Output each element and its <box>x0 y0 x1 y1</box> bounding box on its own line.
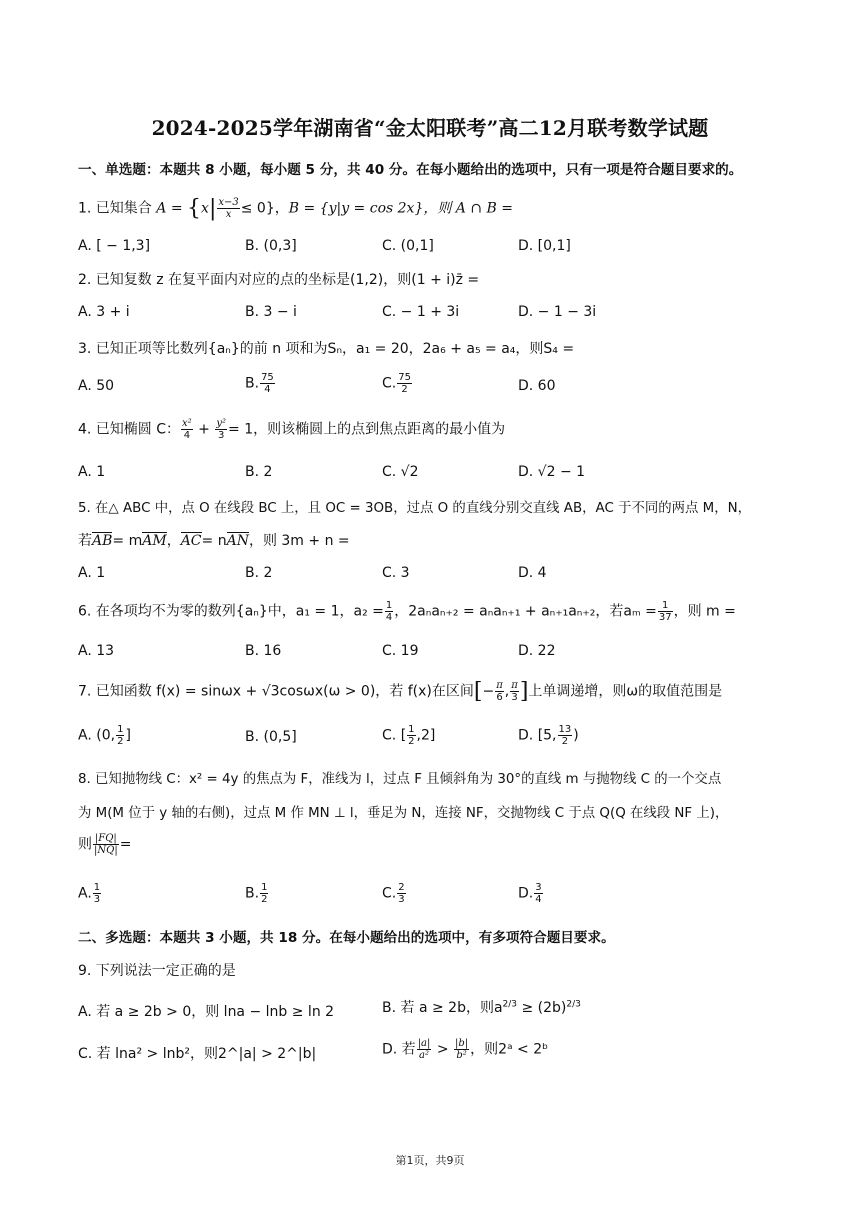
question-5-line-2: 若AB= mAM，AC= nAN，则 3m + n = <box>78 533 350 549</box>
section-single-choice: 一、单选题：本题共 8 小题，每小题 5 分，共 40 分。在每小题给出的选项中，只有一项是符合题目要求的。 <box>78 162 743 178</box>
q6-option-d: D. 22 <box>518 643 556 659</box>
q2-option-b: B. 3 − i <box>245 304 297 320</box>
q1-option-b: B. (0,3] <box>245 238 297 254</box>
q4-option-b: B. 2 <box>245 464 273 480</box>
q1-seta-tail: ≤ 0}， <box>240 200 289 217</box>
question-8-line-1: 8. 已知抛物线 C：x² = 4y 的焦点为 F，准线为 l，过点 F 且倾斜角为 30°的直线 m 与抛物线 C 的一个交点 <box>78 772 722 787</box>
page-footer: 第1页，共9页 <box>395 1154 465 1167</box>
q3-option-a: A. 50 <box>78 378 115 394</box>
q9-option-b: B. 若 a ≥ 2b，则$a^{2/3} \ge (2b)^{2/3}$ <box>382 999 581 1016</box>
question-7: 7. 已知函数 f(x) = sinωx + √3cosωx(ω > 0)，若 f(x)在区间[− $\frac{\pi}{6}$ , $\frac{\pi}{3}$ ]上单调递增，则ω的取值范围是 <box>78 679 723 704</box>
q7-option-a: A. (0, $\frac{1}{2}$ ] <box>78 724 131 747</box>
q5-option-b: B. 2 <box>245 565 273 581</box>
page-title: 2024-2025学年湖南省“金太阳联考”高二12月联考数学试题 <box>151 116 709 140</box>
q6-option-b: B. 16 <box>245 643 282 659</box>
q2-option-d: D. − 1 − 3i <box>518 304 597 320</box>
q1-lead: 1. 已知集合 <box>78 200 157 217</box>
q7-option-b: B. (0,5] <box>245 729 297 745</box>
q1-option-c: C. (0,1] <box>382 238 434 254</box>
question-9: 9. 下列说法一定正确的是 <box>78 963 236 979</box>
q8-option-b: B. $\frac{1}{2}$ <box>245 882 268 905</box>
q4-option-d: D. √2 − 1 <box>518 464 586 480</box>
question-8-line-3: 则 $\frac{|FQ|}{|NQ|}$ = <box>78 833 132 856</box>
q5-option-a: A. 1 <box>78 565 106 581</box>
question-6: 6. 在各项均不为零的数列{aₙ}中，a₁ = 1，a₂ = $\frac{1}{4}$ ，2aₙaₙ₊₂ = aₙaₙ₊₁ + aₙ₊₁aₙ₊₂，若aₘ = $\frac{1}{37}$ ，则 m = <box>78 600 736 623</box>
question-4: 4. 已知椭圆 C： $\frac{\text{x²}}{4}$ + $\frac{\text{y²}}{3}$ = 1，则该椭圆上的点到焦点距离的最小值为 <box>78 418 506 441</box>
q7-option-c: C. [ $\frac{1}{2}$ ,2] <box>382 724 436 747</box>
q9-option-c: C. 若 lna² > lnb²，则2^|a| > 2^|b| <box>78 1046 317 1062</box>
q4-option-a: A. 1 <box>78 464 106 480</box>
question-1: 1. 已知集合 A = {x| $\frac{x-3}{x}$ ≤ 0}，B = {y|y = cos 2x}，则 A ∩ B = <box>78 196 514 221</box>
q1-fraction: $\frac{x-3}{x}$ <box>218 197 239 220</box>
question-2: 2. 已知复数 z 在复平面内对应的点的坐标是(1,2)，则(1 + i)z̄ = <box>78 272 480 288</box>
q1-setb: B = {y|y = cos 2x}，则 A ∩ B = <box>288 200 514 217</box>
q6-option-c: C. 19 <box>382 643 419 659</box>
q8-option-c: C. $\frac{2}{3}$ <box>382 882 405 905</box>
q3-option-b: B. $\frac{75}{4}$ <box>245 372 274 395</box>
q2-option-a: A. 3 + i <box>78 304 130 320</box>
q3-option-c: C. $\frac{75}{2}$ <box>382 372 411 395</box>
q1-option-d: D. [0,1] <box>518 238 571 254</box>
q7-option-d: D. [5, $\frac{13}{2}$ ) <box>518 724 579 747</box>
q5-option-c: C. 3 <box>382 565 410 581</box>
section-multiple-choice: 二、多选题：本题共 3 小题，共 18 分。在每小题给出的选项中，有多项符合题目要求。 <box>78 930 615 946</box>
question-3: 3. 已知正项等比数列{aₙ}的前 n 项和为Sₙ，a₁ = 20，2a₆ + a₅ = a₄，则S₄ = <box>78 341 575 357</box>
question-5-line-1: 5. 在△ ABC 中，点 O 在线段 BC 上，且 OC = 3OB，过点 O 的直线分别交直线 AB，AC 于不同的两点 M，N， <box>78 501 752 516</box>
q1-option-a: A. [ − 1,3] <box>78 238 151 254</box>
q2-option-c: C. − 1 + 3i <box>382 304 460 320</box>
q6-option-a: A. 13 <box>78 643 115 659</box>
q5-option-d: D. 4 <box>518 565 547 581</box>
q8-option-d: D. $\frac{3}{4}$ <box>518 882 542 905</box>
q8-option-a: A. $\frac{1}{3}$ <box>78 882 101 905</box>
q4-option-c: C. √2 <box>382 464 419 480</box>
question-8-line-2: 为 M(M 位于 y 轴的右侧)，过点 M 作 MN ⊥ l，垂足为 N，连接 NF，交抛物线 C 于点 Q(Q 在线段 NF 上)， <box>78 806 729 821</box>
q9-option-a: A. 若 a ≥ 2b > 0，则 lna − lnb ≥ ln 2 <box>78 1004 335 1020</box>
q3-option-d: D. 60 <box>518 378 556 394</box>
q9-option-d: D. 若 $\frac{|a|}{\text{a²}}$ > $\frac{|b|}{\text{b²}}$ ，则2ᵃ < 2ᵇ <box>382 1038 549 1061</box>
